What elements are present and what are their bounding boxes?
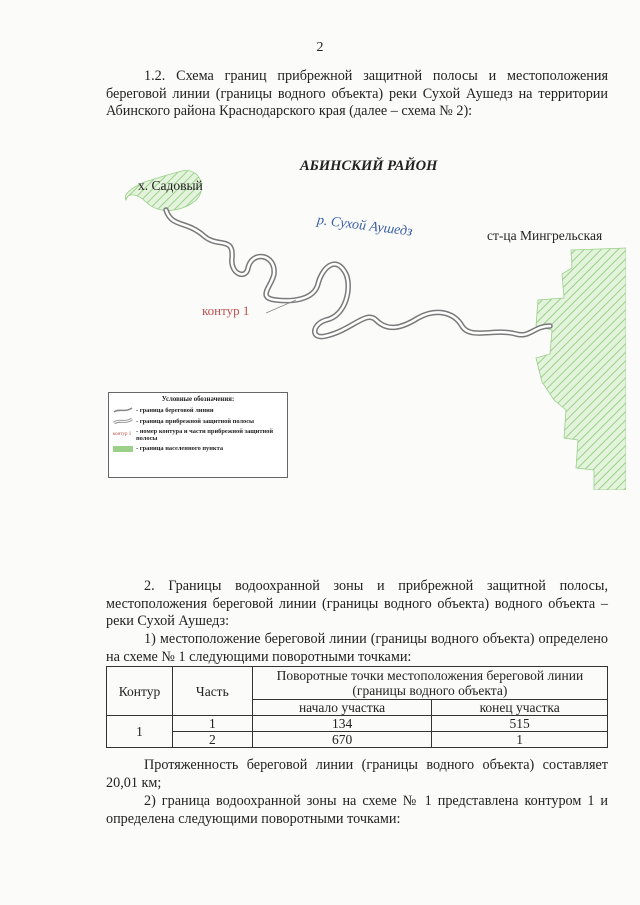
header-contour: Контур [107,667,173,716]
item-2-paragraph [106,793,608,828]
legend-item-text: - номер контура и части прибрежной защитной полосы [136,428,274,442]
section-2-text: 2. Границы водоохранной зоны и прибрежной защитной полосы, местоположения береговой линии (границы водного объекта) водного объекта – реки Сухой Аушедз: [106,578,608,629]
header-start: начало участка [252,700,432,716]
map-legend [108,392,288,478]
end-cell: 515 [432,716,608,732]
legend-item [113,417,287,425]
item-2-text: 2) граница водоохранной зоны на схеме № 1 представлена контуром 1 и определена следующими поворотными точками: [106,793,608,827]
shoreline-line-icon [113,406,133,414]
start-cell: 134 [252,716,432,732]
label-contour: контур 1 [202,303,250,318]
header-end: конец участка [432,700,608,716]
legend-item-text: - граница береговой линии [136,406,214,414]
table-row [107,716,608,732]
header-part: Часть [172,667,252,716]
legend-item [113,406,287,414]
label-river: р. Сухой Аушедз [316,213,414,240]
end-cell: 1 [432,732,608,748]
legend-title: Условные обозначения: [161,396,235,403]
item-1-text: 1) местоположение береговой линии (границы водного объекта) определено на схеме № 1 следующими поворотными точками: [106,631,608,665]
section-1-2-paragraph [106,68,608,121]
legend-item [113,428,287,442]
part-cell: 1 [172,716,252,732]
part-cell: 2 [172,732,252,748]
page-number: 2 [316,40,324,55]
section-1-2-text: 1.2. Схема границ прибрежной защитной полосы и местоположения береговой линии (границы водного объекта) реки Сухой Аушедз на территории Абинского района Краснодарского края (далее – схема № 2): [106,68,608,119]
section-2-paragraph [106,578,608,631]
legend-item [113,445,287,452]
label-sadovyi: х. Садовый [138,178,203,193]
contour-number-icon: контур 1 [113,432,132,437]
length-paragraph [106,757,608,792]
contour-cell: 1 [107,716,173,748]
settlement-fill-icon [113,446,133,452]
item-1-paragraph [106,631,608,666]
settlement-mingrelskaya-area [536,248,626,490]
table-header-row [107,667,608,700]
turning-points-table [106,666,608,748]
map-title: АБИНСКИЙ РАЙОН [300,158,438,174]
protective-strip-line-icon [113,417,133,425]
length-text: Протяженность береговой линии (границы водного объекта) составляет 20,01 км; [106,757,608,791]
header-points: Поворотные точки местоположения береговой линии (границы водного объекта) [252,667,607,700]
table-row [107,732,608,748]
label-station: ст-ца Мингрельская [487,228,603,243]
legend-item-text: - граница прибрежной защитной полосы [136,417,255,425]
start-cell: 670 [252,732,432,748]
legend-item-text: - граница населенного пункта [136,445,224,452]
